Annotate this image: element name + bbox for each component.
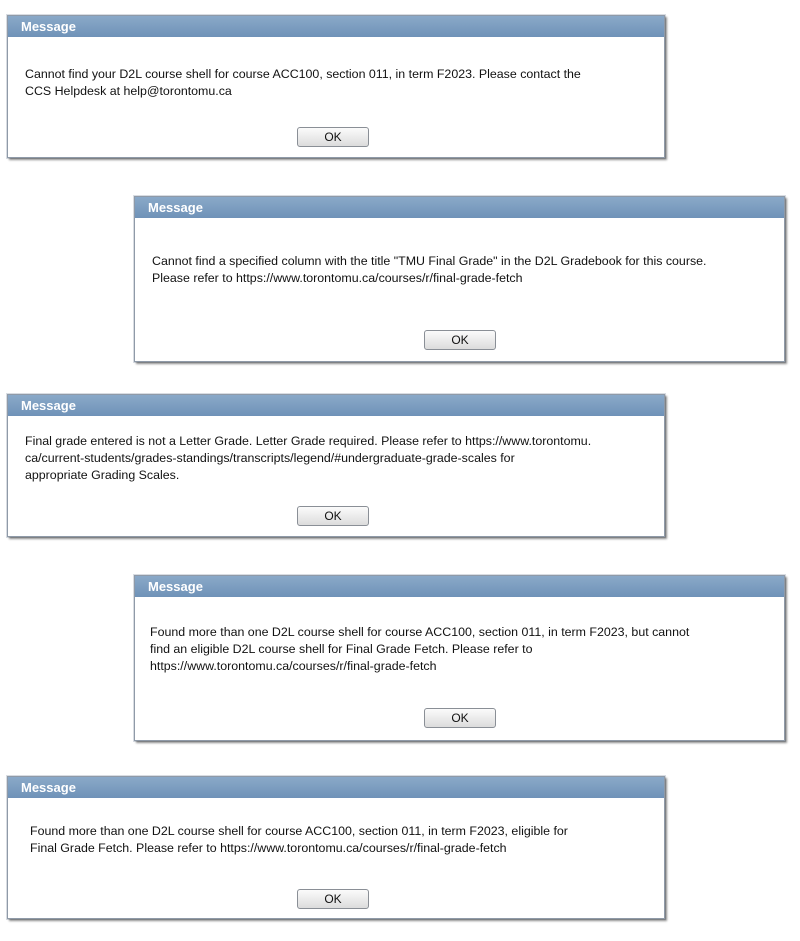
dialog-message: Cannot find your D2L course shell for course ACC100, section 011, in term F2023. Please contact the CCS Helpdesk at help@torontomu.ca [25, 67, 581, 98]
ok-button[interactable]: OK [424, 330, 496, 350]
message-dialog-4 [134, 575, 785, 741]
dialog-message: Final grade entered is not a Letter Grade. Letter Grade required. Please refer to https://www.torontomu. ca/current-students/grades-standings/transcripts/legend/#undergraduate-grade-scales for appropriate Grading Scales. [25, 434, 592, 482]
message-dialog-3 [7, 394, 665, 537]
message-dialog-5 [7, 776, 665, 919]
message-dialog-2 [134, 196, 785, 362]
message-dialog-1 [7, 15, 665, 158]
ok-button[interactable]: OK [297, 506, 369, 526]
ok-button[interactable]: OK [424, 708, 496, 728]
dialog-title[interactable]: Message [8, 777, 664, 798]
dialog-message: Found more than one D2L course shell for course ACC100, section 011, in term F2023, but cannot find an eligible D2L course shell for Final Grade Fetch. Please refer to https://www.torontomu.ca/courses/r/final-grade-fetch [150, 625, 690, 673]
dialog-title[interactable]: Message [135, 197, 784, 218]
dialog-title[interactable]: Message [8, 16, 664, 37]
dialog-title[interactable]: Message [135, 576, 784, 597]
dialog-title[interactable]: Message [8, 395, 664, 416]
ok-button[interactable]: OK [297, 889, 369, 909]
dialog-message: Cannot find a specified column with the title "TMU Final Grade" in the D2L Gradebook for this course. Please refer to https://www.torontomu.ca/courses/r/final-grade-fetch [152, 254, 707, 285]
dialog-message: Found more than one D2L course shell for course ACC100, section 011, in term F2023, eligible for Final Grade Fetch. Please refer to https://www.torontomu.ca/courses/r/final-grade-fetch [30, 824, 568, 855]
ok-button[interactable]: OK [297, 127, 369, 147]
